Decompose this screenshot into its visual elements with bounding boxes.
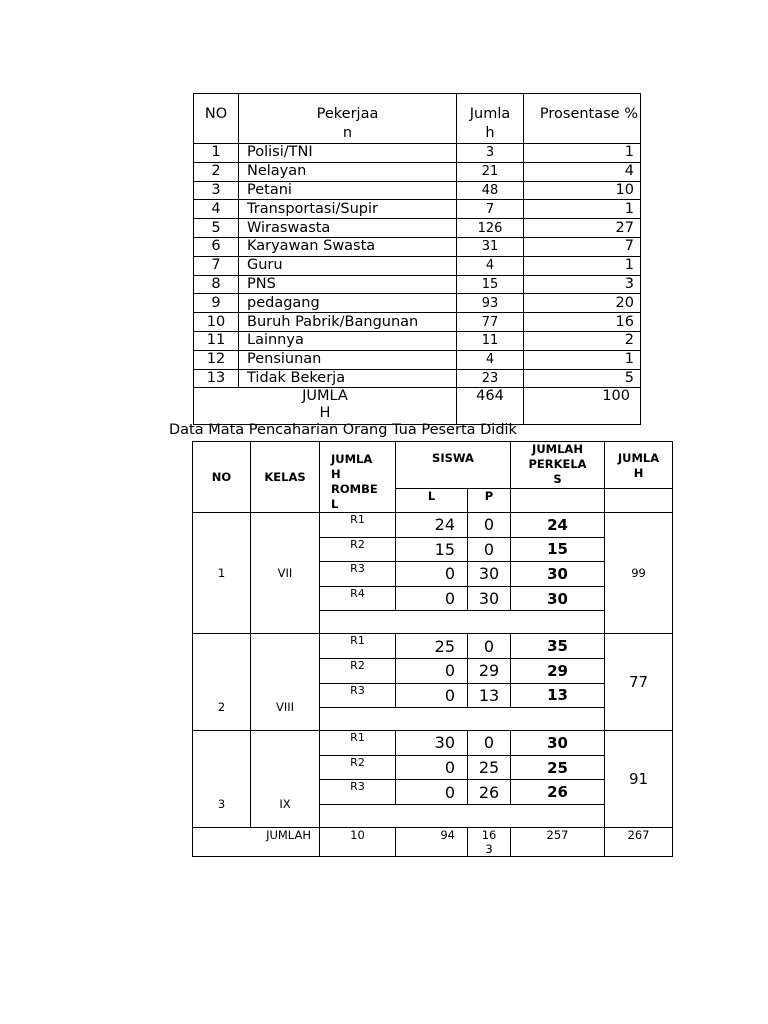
occupation-cell-no: 13 [194, 369, 239, 388]
occupation-cell-job: PNS [239, 275, 457, 294]
total-percent: 100 [524, 388, 641, 425]
occupation-cell-pct: 2 [524, 331, 641, 350]
occupation-cell-no: 1 [194, 144, 239, 163]
occupation-cell-no: 5 [194, 219, 239, 238]
occupation-row [194, 256, 641, 275]
occupation-cell-no: 4 [194, 200, 239, 219]
occupation-total-row [194, 388, 641, 425]
occupation-cell-count: 3 [457, 144, 524, 163]
count-p: 30 [468, 586, 511, 611]
header-percent: Prosentase % [524, 94, 641, 144]
occupation-cell-pct: 3 [524, 275, 641, 294]
occupation-cell-count: 48 [457, 181, 524, 200]
student-footer-row [193, 827, 673, 856]
header-kelas: KELAS [251, 442, 320, 513]
rombel-sum: 24 [511, 513, 605, 538]
count-p: 13 [468, 683, 511, 708]
occupation-cell-no: 8 [194, 275, 239, 294]
rombel-label: R1 [320, 731, 396, 756]
count-p: 0 [468, 537, 511, 562]
occupation-cell-job: Wiraswasta [239, 219, 457, 238]
occupation-cell-pct: 1 [524, 350, 641, 369]
occupation-cell-count: 126 [457, 219, 524, 238]
occupation-cell-job: pedagang [239, 294, 457, 313]
occupation-cell-pct: 16 [524, 313, 641, 332]
count-l: 0 [396, 683, 468, 708]
header-job: Pekerjaa n [239, 94, 457, 144]
header-p: P [468, 489, 511, 513]
footer-p: 16 3 [468, 827, 511, 856]
count-l: 0 [396, 658, 468, 683]
rombel-sum: 30 [511, 562, 605, 587]
class-rombel-row [193, 513, 673, 538]
rombel-sum: 29 [511, 658, 605, 683]
occupation-cell-no: 2 [194, 162, 239, 181]
occupation-row [194, 369, 641, 388]
rombel-label: R3 [320, 780, 396, 805]
occupation-cell-pct: 5 [524, 369, 641, 388]
count-p: 0 [468, 731, 511, 756]
rombel-sum: 30 [511, 731, 605, 756]
count-l: 0 [396, 755, 468, 780]
occupation-row [194, 313, 641, 332]
count-p: 29 [468, 658, 511, 683]
rombel-label: R2 [320, 658, 396, 683]
header-count: Jumla h [457, 94, 524, 144]
rombel-sum: 25 [511, 755, 605, 780]
count-p: 0 [468, 513, 511, 538]
count-l: 0 [396, 562, 468, 587]
occupation-cell-no: 3 [194, 181, 239, 200]
occupation-cell-count: 23 [457, 369, 524, 388]
rombel-sum: 30 [511, 586, 605, 611]
occupation-cell-job: Polisi/TNI [239, 144, 457, 163]
occupation-row [194, 162, 641, 181]
count-l: 25 [396, 634, 468, 659]
total-count: 464 [457, 388, 524, 425]
occupation-cell-no: 10 [194, 313, 239, 332]
rombel-label: R2 [320, 755, 396, 780]
footer-jumlah: 267 [605, 827, 673, 856]
occupation-cell-count: 21 [457, 162, 524, 181]
count-p: 25 [468, 755, 511, 780]
occupation-cell-job: Pensiunan [239, 350, 457, 369]
occupation-row [194, 144, 641, 163]
rombel-sum: 13 [511, 683, 605, 708]
occupation-cell-no: 7 [194, 256, 239, 275]
footer-label: JUMLAH [251, 827, 320, 856]
occupation-cell-job: Petani [239, 181, 457, 200]
occupation-cell-pct: 10 [524, 181, 641, 200]
count-p: 0 [468, 634, 511, 659]
header-no: NO [194, 94, 239, 144]
rombel-label: R1 [320, 513, 396, 538]
occupation-cell-job: Guru [239, 256, 457, 275]
count-p: 26 [468, 780, 511, 805]
occupation-cell-pct: 1 [524, 200, 641, 219]
occupation-row [194, 350, 641, 369]
occupation-cell-count: 15 [457, 275, 524, 294]
occupation-cell-no: 9 [194, 294, 239, 313]
class-no: 3 [193, 731, 251, 828]
occupation-cell-no: 11 [194, 331, 239, 350]
occupation-cell-pct: 4 [524, 162, 641, 181]
rombel-label: R2 [320, 537, 396, 562]
occupation-cell-no: 6 [194, 237, 239, 256]
class-total: 99 [605, 513, 673, 634]
header-perkelas-blank [511, 489, 605, 513]
occupation-row [194, 275, 641, 294]
student-header-row-1 [193, 442, 673, 489]
header-perkelas: JUMLAH PERKELA S [511, 442, 605, 489]
occupation-row [194, 219, 641, 238]
occupation-cell-count: 7 [457, 200, 524, 219]
occupation-row [194, 237, 641, 256]
rombel-label: R1 [320, 634, 396, 659]
rombel-label: R3 [320, 683, 396, 708]
occupation-cell-job: Tidak Bekerja [239, 369, 457, 388]
header-no: NO [193, 442, 251, 513]
occupation-cell-count: 31 [457, 237, 524, 256]
occupation-cell-pct: 1 [524, 256, 641, 275]
occupation-cell-pct: 27 [524, 219, 641, 238]
rombel-label: R4 [320, 586, 396, 611]
count-p: 30 [468, 562, 511, 587]
count-l: 15 [396, 537, 468, 562]
header-jumlah: JUMLA H [605, 442, 673, 489]
occupation-cell-pct: 7 [524, 237, 641, 256]
footer-l: 94 [396, 827, 468, 856]
table-caption: Data Mata Pencaharian Orang Tua Peserta Didik [169, 422, 517, 438]
rombel-sum: 15 [511, 537, 605, 562]
header-jumlah-blank [605, 489, 673, 513]
occupation-cell-count: 93 [457, 294, 524, 313]
occupation-cell-pct: 1 [524, 144, 641, 163]
count-l: 0 [396, 780, 468, 805]
occupation-cell-job: Buruh Pabrik/Bangunan [239, 313, 457, 332]
occupation-table [193, 93, 641, 425]
class-no: 2 [193, 634, 251, 731]
occupation-cell-job: Lainnya [239, 331, 457, 350]
occupation-row [194, 294, 641, 313]
footer-rombel: 10 [320, 827, 396, 856]
rombel-sum: 26 [511, 780, 605, 805]
occupation-cell-job: Karyawan Swasta [239, 237, 457, 256]
footer-perkelas: 257 [511, 827, 605, 856]
count-l: 30 [396, 731, 468, 756]
class-no: 1 [193, 513, 251, 634]
occupation-cell-job: Nelayan [239, 162, 457, 181]
occupation-cell-pct: 20 [524, 294, 641, 313]
occupation-cell-count: 4 [457, 350, 524, 369]
occupation-cell-no: 12 [194, 350, 239, 369]
class-kelas: VII [251, 513, 320, 634]
header-rombel: JUMLA H ROMBE L [320, 442, 396, 513]
total-label: JUMLA H [194, 388, 457, 425]
occupation-cell-count: 77 [457, 313, 524, 332]
class-rombel-row [193, 634, 673, 659]
class-rombel-row [193, 731, 673, 756]
count-l: 24 [396, 513, 468, 538]
occupation-header-row [194, 94, 641, 144]
occupation-row [194, 181, 641, 200]
class-total: 77 [605, 634, 673, 731]
rombel-label: R3 [320, 562, 396, 587]
rombel-sum: 35 [511, 634, 605, 659]
header-siswa: SISWA [396, 442, 511, 489]
student-table [192, 441, 673, 857]
count-l: 0 [396, 586, 468, 611]
occupation-row [194, 200, 641, 219]
class-total: 91 [605, 731, 673, 828]
class-kelas: VIII [251, 634, 320, 731]
occupation-cell-count: 11 [457, 331, 524, 350]
occupation-cell-job: Transportasi/Supir [239, 200, 457, 219]
occupation-cell-count: 4 [457, 256, 524, 275]
occupation-row [194, 331, 641, 350]
class-kelas: IX [251, 731, 320, 828]
header-l: L [396, 489, 468, 513]
